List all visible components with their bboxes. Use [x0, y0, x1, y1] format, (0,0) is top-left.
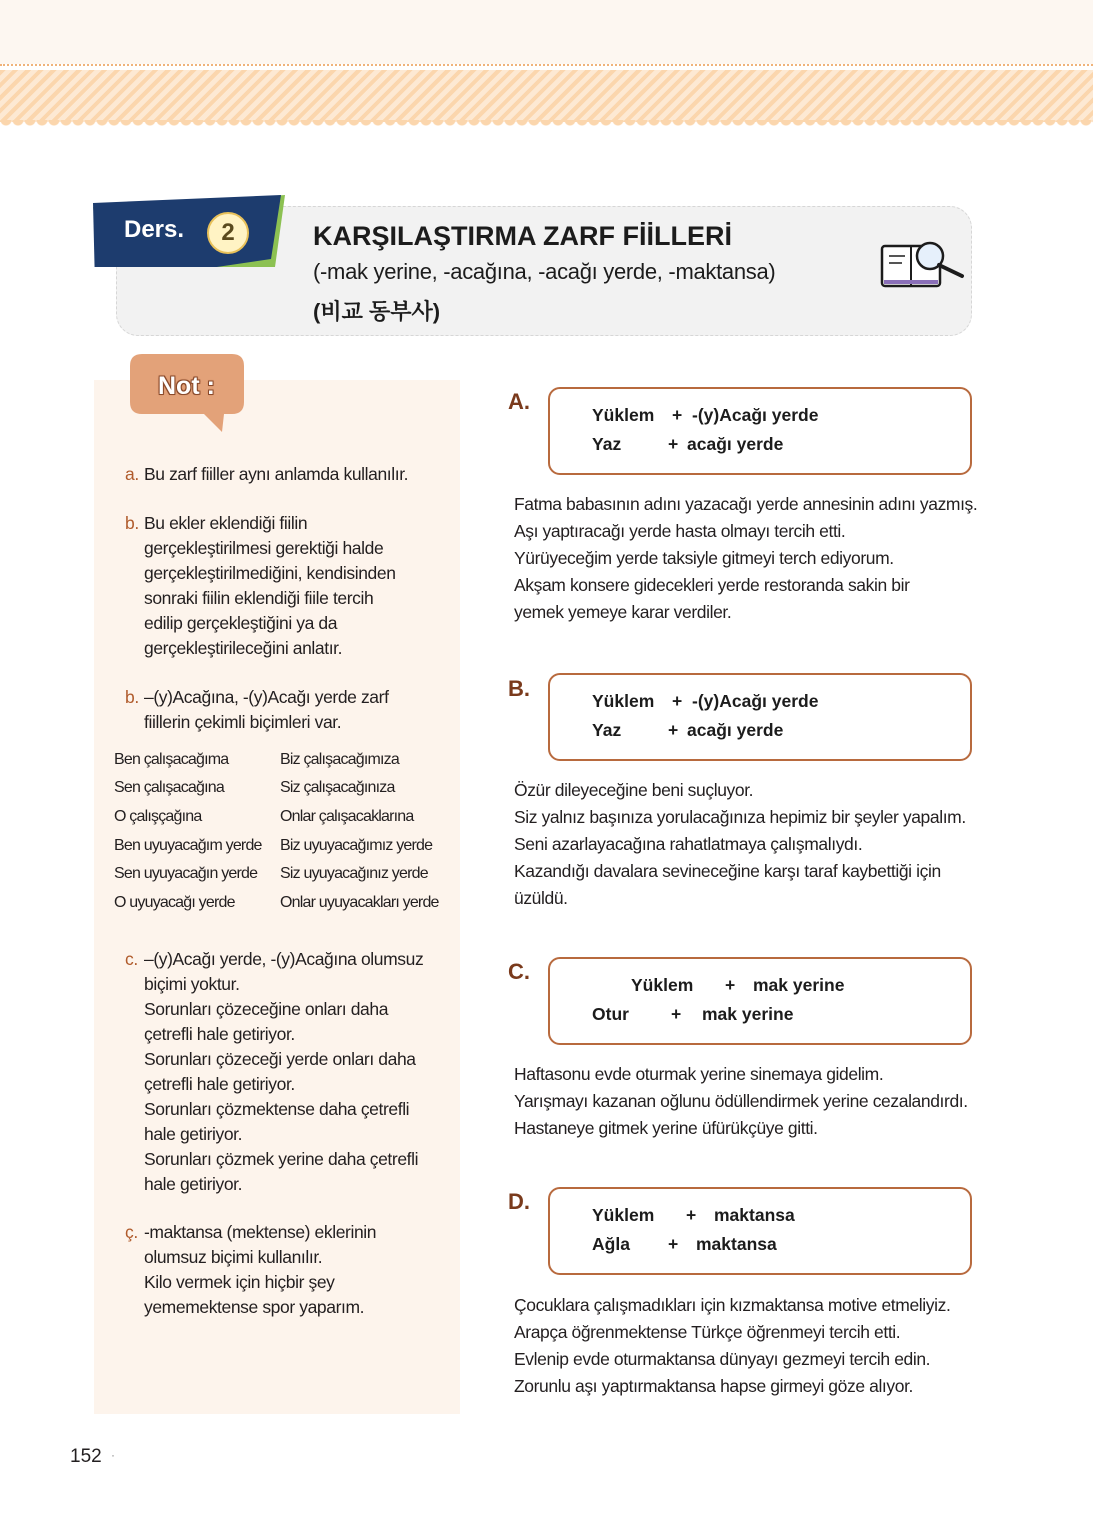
formula-right: mak yerine	[702, 1004, 794, 1024]
note-line: edilip gerçekleştiğini ya da	[144, 613, 338, 633]
page-number-dot: ·	[111, 1448, 115, 1462]
example-sentences	[514, 777, 994, 912]
note-line: gerçekleştirilmediğini, kendisinden	[144, 563, 396, 583]
conjugation-cell: Sen uyuyacağın yerde	[114, 865, 258, 882]
note-line: -maktansa (mektense) eklerinin	[144, 1222, 377, 1242]
example-line: Aşı yaptıracağı yerde hasta olmayı tercih etti.	[514, 521, 846, 541]
formula-left: Ağla	[592, 1234, 630, 1254]
section-letter: D.	[508, 1189, 530, 1214]
note-item-c	[125, 947, 454, 1197]
example-sentences	[514, 1292, 994, 1400]
example-line: Seni azarlayacağına rahatlatmaya çalışmalıydı.	[514, 834, 863, 854]
formula-right: -(y)Acağı yerde	[692, 405, 819, 425]
formula-plus: +	[668, 1234, 679, 1254]
formula-right: mak yerine	[753, 975, 845, 995]
conjugation-cell: Biz uyuyacağımız yerde	[280, 837, 433, 854]
example-sentences	[514, 1061, 994, 1142]
note-line: –(y)Acağı yerde, -(y)Acağına olumsuz	[144, 949, 424, 969]
note-marker: b.	[125, 687, 139, 707]
note-item-b2	[125, 685, 454, 735]
note-line: Sorunları çözeceğine onları daha	[144, 999, 389, 1019]
note-badge-label: Not :	[158, 372, 215, 400]
note-item-b1	[125, 511, 454, 661]
note-line: hale getiriyor.	[144, 1174, 243, 1194]
note-line: fiillerin çekimli biçimleri var.	[144, 712, 342, 732]
note-item-cc	[125, 1220, 454, 1320]
formula-box	[548, 673, 972, 761]
ders-number-badge: 2	[207, 212, 249, 254]
lesson-subtitle: (-mak yerine, -acağına, -acağı yerde, -maktansa)	[313, 259, 776, 284]
formula-plus: +	[725, 975, 736, 995]
conjugation-cell: Onlar çalışacaklarına	[280, 808, 414, 825]
note-line: gerçekleştirileceğini anlatır.	[144, 638, 343, 658]
note-line: yememektense spor yaparım.	[144, 1297, 365, 1317]
formula-left: Yüklem	[631, 975, 694, 995]
conjugation-cell: Siz uyuyacağınız yerde	[280, 865, 428, 882]
book-magnifier-icon	[880, 240, 966, 290]
note-line: sonraki fiilin eklendiği fiile tercih	[144, 588, 374, 608]
formula-plus: +	[668, 720, 679, 740]
conjugation-cell: Biz çalışacağımıza	[280, 751, 399, 768]
conjugation-cell: Siz çalışacağınıza	[280, 779, 395, 796]
conjugation-cell: Ben uyuyacağım yerde	[114, 837, 262, 854]
example-line: Yarışmayı kazanan oğlunu ödüllendirmek yerine cezalandırdı.	[514, 1091, 968, 1111]
formula-left: Yaz	[592, 434, 622, 454]
note-line: biçimi yoktur.	[144, 974, 240, 994]
formula-left: Yüklem	[592, 691, 655, 711]
note-line: çetrefli hale getiriyor.	[144, 1074, 295, 1094]
note-line: olumsuz biçimi kullanılır.	[144, 1247, 323, 1267]
example-line: Akşam konsere gidecekleri yerde restoranda sakin bir	[514, 575, 910, 595]
formula-right: acağı yerde	[687, 434, 784, 454]
formula-right: acağı yerde	[687, 720, 784, 740]
formula-plus: +	[672, 691, 683, 711]
example-line: Arapça öğrenmektense Türkçe öğrenmeyi tercih etti.	[514, 1322, 901, 1342]
example-line: Hastaneye gitmek yerine üfürükçüye gitti.	[514, 1118, 818, 1138]
example-line: Haftasonu evde oturmak yerine sinemaya gidelim.	[514, 1064, 884, 1084]
formula-plus: +	[668, 434, 679, 454]
lesson-title: KARŞILAŞTIRMA ZARF FİİLLERİ	[313, 221, 732, 251]
note-line: çetrefli hale getiriyor.	[144, 1024, 295, 1044]
top-stripe-band	[0, 70, 1093, 122]
note-line: gerçekleştirilmesi gerektiği halde	[144, 538, 384, 558]
note-marker: a.	[125, 464, 139, 484]
example-line: Fatma babasının adını yazacağı yerde annesinin adını yazmış.	[514, 494, 978, 514]
example-line: yemek yemeye karar verdiler.	[514, 602, 732, 622]
formula-box	[548, 387, 972, 475]
formula-box	[548, 1187, 972, 1275]
formula-plus: +	[686, 1205, 697, 1225]
formula-box	[548, 957, 972, 1045]
conjugation-cell: Onlar uyuyacakları yerde	[280, 894, 439, 911]
formula-left: Yüklem	[592, 1205, 655, 1225]
conjugation-cell: Sen çalışacağına	[114, 779, 224, 796]
top-band	[0, 0, 1093, 64]
example-line: Yürüyeceğim yerde taksiyle gitmeyi terch ediyorum.	[514, 548, 894, 568]
top-dotted-line	[0, 64, 1093, 66]
formula-left: Yüklem	[592, 405, 655, 425]
formula-plus: +	[671, 1004, 682, 1024]
note-line: –(y)Acağına, -(y)Acağı yerde zarf	[144, 687, 389, 707]
note-line: Sorunları çözeceği yerde onları daha	[144, 1049, 416, 1069]
example-line: Özür dileyeceğine beni suçluyor.	[514, 780, 754, 800]
example-line: Kazandığı davalara sevineceğine karşı taraf kaybettiği için	[514, 861, 941, 881]
note-line: Kilo vermek için hiçbir şey	[144, 1272, 335, 1292]
example-line: üzüldü.	[514, 888, 568, 908]
note-marker: b.	[125, 513, 139, 533]
formula-right: maktansa	[714, 1205, 795, 1225]
example-line: Çocuklara çalışmadıkları için kızmaktansa motive etmeliyiz.	[514, 1295, 951, 1315]
formula-left: Otur	[592, 1004, 629, 1024]
section-letter: B.	[508, 676, 530, 701]
note-marker: ç.	[125, 1222, 138, 1242]
note-line: Bu zarf fiiller aynı anlamda kullanılır.	[144, 464, 409, 484]
formula-right: maktansa	[696, 1234, 777, 1254]
page-number: 152	[70, 1446, 102, 1467]
conjugation-cell: O çalışçağına	[114, 808, 202, 825]
note-line: Sorunları çözmektense daha çetrefli	[144, 1099, 410, 1119]
section-letter: C.	[508, 959, 530, 984]
formula-left: Yaz	[592, 720, 622, 740]
conjugation-cell: O uyuyacağı yerde	[114, 894, 235, 911]
ders-tab-ribbon	[93, 195, 285, 267]
example-line: Evlenip evde oturmaktansa dünyayı gezmeyi tercih edin.	[514, 1349, 931, 1369]
formula-plus: +	[672, 405, 683, 425]
formula-right: -(y)Acağı yerde	[692, 691, 819, 711]
ders-label: Ders.	[124, 216, 185, 243]
example-line: Siz yalnız başınıza yorulacağınıza hepimiz bir şeyler yapalım.	[514, 807, 966, 827]
note-marker: c.	[125, 949, 138, 969]
conjugation-cell: Ben çalışacağıma	[114, 751, 229, 768]
example-sentences	[514, 491, 994, 626]
note-line: Bu ekler eklendiği fiilin	[144, 513, 308, 533]
note-item-a	[125, 462, 454, 487]
note-line: Sorunları çözmek yerine daha çetrefli	[144, 1149, 419, 1169]
section-letter: A.	[508, 389, 530, 414]
lesson-subtitle-korean: (비교 동부사)	[313, 299, 441, 324]
example-line: Zorunlu aşı yaptırmaktansa hapse girmeyi göze alıyor.	[514, 1376, 914, 1396]
note-line: hale getiriyor.	[144, 1124, 243, 1144]
